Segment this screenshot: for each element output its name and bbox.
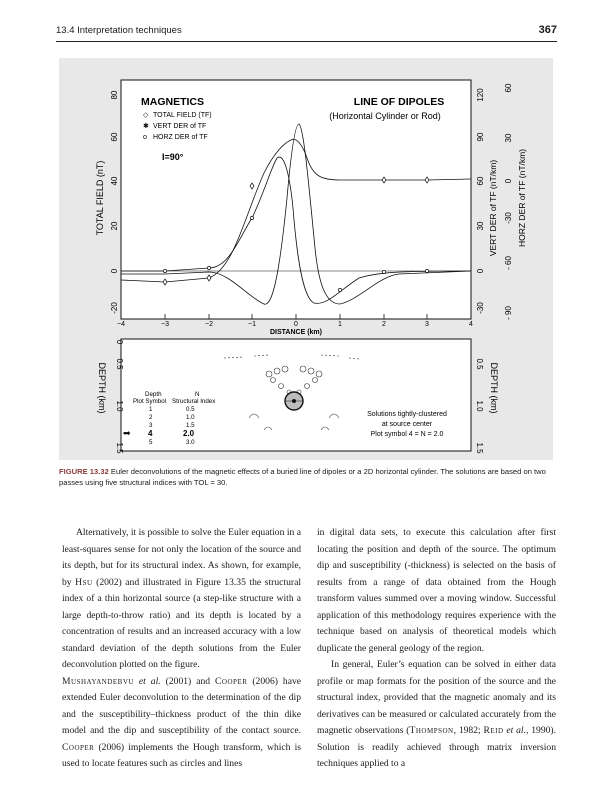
left-tick: -20 [110,302,119,314]
note-line-1: Solutions tightly-clustered [367,411,447,418]
left-tick: 20 [110,221,119,231]
legend-label-1: TOTAL FIELD (TF) [153,112,212,119]
table-col1-sub: Plot Symbol [133,398,167,405]
text-column-left [62,525,301,773]
note-line-3: Plot symbol 4 = N = 2.0 [370,431,444,438]
depth-tick: 0.5 [115,358,124,370]
table-row-index: 3.0 [186,439,195,446]
right1-tick: 120 [476,88,485,102]
right1-tick: -30 [476,302,485,314]
text-column-right [317,525,556,773]
table-row-symbol: 2 [149,414,153,421]
right-axis-1-ticks [476,88,485,314]
right-axis-2-label: HORZ DER of TF (nT/km) [517,148,527,248]
left-tick: 40 [110,176,119,186]
paragraph: Mushayandebvu et al. (2001) and Cooper (2006) have extended Euler deconvolution to the determination of the dip and the susceptibility–thickness product of the thin dike model and the dip and susceptibility of the contact source. Cooper (2006) implements the Hough transform, which is used to locate features such as circles and lines [62,675,302,769]
x-tick: 1 [338,321,342,328]
x-tick-labels [117,321,473,328]
x-tick: 3 [425,321,429,328]
x-tick: −4 [117,321,125,328]
x-tick: 4 [469,321,473,328]
figure-13-32 [59,58,553,460]
x-tick: 0 [294,321,298,328]
table-row-index: 2.0 [183,429,195,438]
table-col2-sub: Structural Index [172,398,216,405]
paragraph: In general, Euler’s equation can be solved in either data profile or map formats for the position of the source and the structural index, provided that the magnetic anomaly and its derivatives can be measured or calculated accurately from the magnetic observations (Thompson, 1982; Reid et al., 1990). Solution is readily achieved through matrix inversion techniques applied to a [317,659,556,769]
table-row-symbol: 5 [149,439,153,446]
depth-tick: 1.0 [475,400,484,412]
right1-tick: 60 [476,176,485,186]
right2-tick: -30 [504,212,513,224]
depth-tick: 1.0 [115,400,124,412]
left-tick: 0 [110,268,119,274]
legend-symbol-2: ✱ [143,123,149,130]
table-row-index: 1.5 [186,422,195,429]
right2-tick: 0 [504,178,513,184]
caption-label: FIGURE 13.32 [59,467,109,476]
legend [143,112,212,141]
table-row-index: 1.0 [186,414,195,421]
note-line-2: at source center [381,421,433,428]
left-axis-label: TOTAL FIELD (nT) [95,160,105,236]
paragraph: Alternatively, it is possible to solve the Euler equation in a least-squares sense for not only the location of the source and its depth, but for its structural index. As shown, for example, by Hsu (2002) and illustrated in Figure 13.35 the structural index of a thin horizontal source (a step-like structure with a large depth-to-throw ratio) and its depth is located by a concentration of results and an increased accuracy with a low standard deviation of the depth solutions from the Euler deconvolution plotted on the figure. [62,527,301,670]
inclination-label: I=90° [162,152,184,162]
right1-tick: 90 [476,132,485,142]
table-col1-header: Depth [145,391,162,398]
depth-ticks-right [475,358,484,454]
model-subtitle: (Horizontal Cylinder or Rod) [329,111,441,121]
x-tick: 2 [382,321,386,328]
legend-label-3: HORZ DER of TF [153,134,208,141]
legend-label-2: VERT DER of TF [153,123,207,130]
legend-title: MAGNETICS [141,96,204,108]
table-row-symbol: 4 [148,429,153,438]
depth-tick: 0.5 [475,358,484,370]
depth-label-right: DEPTH (km) [489,362,499,414]
table-row-symbol: 3 [149,422,153,429]
x-tick: −1 [248,321,256,328]
euler-cluster-center [285,392,303,410]
legend-symbol-3: o [143,134,147,141]
x-tick: −2 [205,321,213,328]
right2-tick: 60 [504,83,513,93]
table-row-symbol: 1 [149,406,153,413]
section-title: 13.4 Interpretation techniques [56,25,182,36]
table-row-arrow: ➡ [123,428,131,438]
right-axis-1-label: VERT DER of TF (nT/km) [488,159,498,257]
left-tick: 60 [110,132,119,142]
right2-tick: - 90 [504,306,513,320]
right-axis-2-ticks [504,83,513,320]
paragraph: in digital data sets, to execute this calculation after first locating the position and depth of the source. The optimum dip and susceptibility (-thickness) is selected on the basis of results from a range of data obtained from the Hough transform values summed over a moving window. Successful application of this methodology requires experience with the technique based on analysis of theoretical models which duplicate the general geology of the region. [317,527,556,654]
left-tick: 80 [110,90,119,100]
depth-tick: 0 [115,339,124,345]
right1-tick: 0 [476,268,485,274]
table-row-index: 0.5 [186,406,195,413]
depth-label-left: DEPTH (km) [97,362,107,414]
figure-caption [59,466,553,488]
right2-tick: 30 [504,133,513,143]
page-number: 367 [538,24,557,36]
running-header [56,25,557,42]
x-tick: −3 [161,321,169,328]
depth-tick: 1.5 [475,442,484,454]
table-col2-header: N [195,391,200,398]
right2-tick: - 60 [504,256,513,270]
model-title: LINE OF DIPOLES [353,96,445,108]
legend-symbol-1: ◇ [143,112,149,119]
left-axis-ticks [110,90,119,314]
x-axis-label: DISTANCE (km) [270,329,322,336]
caption-text: Euler deconvolutions of the magnetic effects of a buried line of dipoles or a 2D horizontal cylinder. The solutions are based on two passes using five structural indices with TOL = 30. [59,467,546,487]
depth-tick: 1.5 [115,442,124,454]
right1-tick: 30 [476,221,485,231]
